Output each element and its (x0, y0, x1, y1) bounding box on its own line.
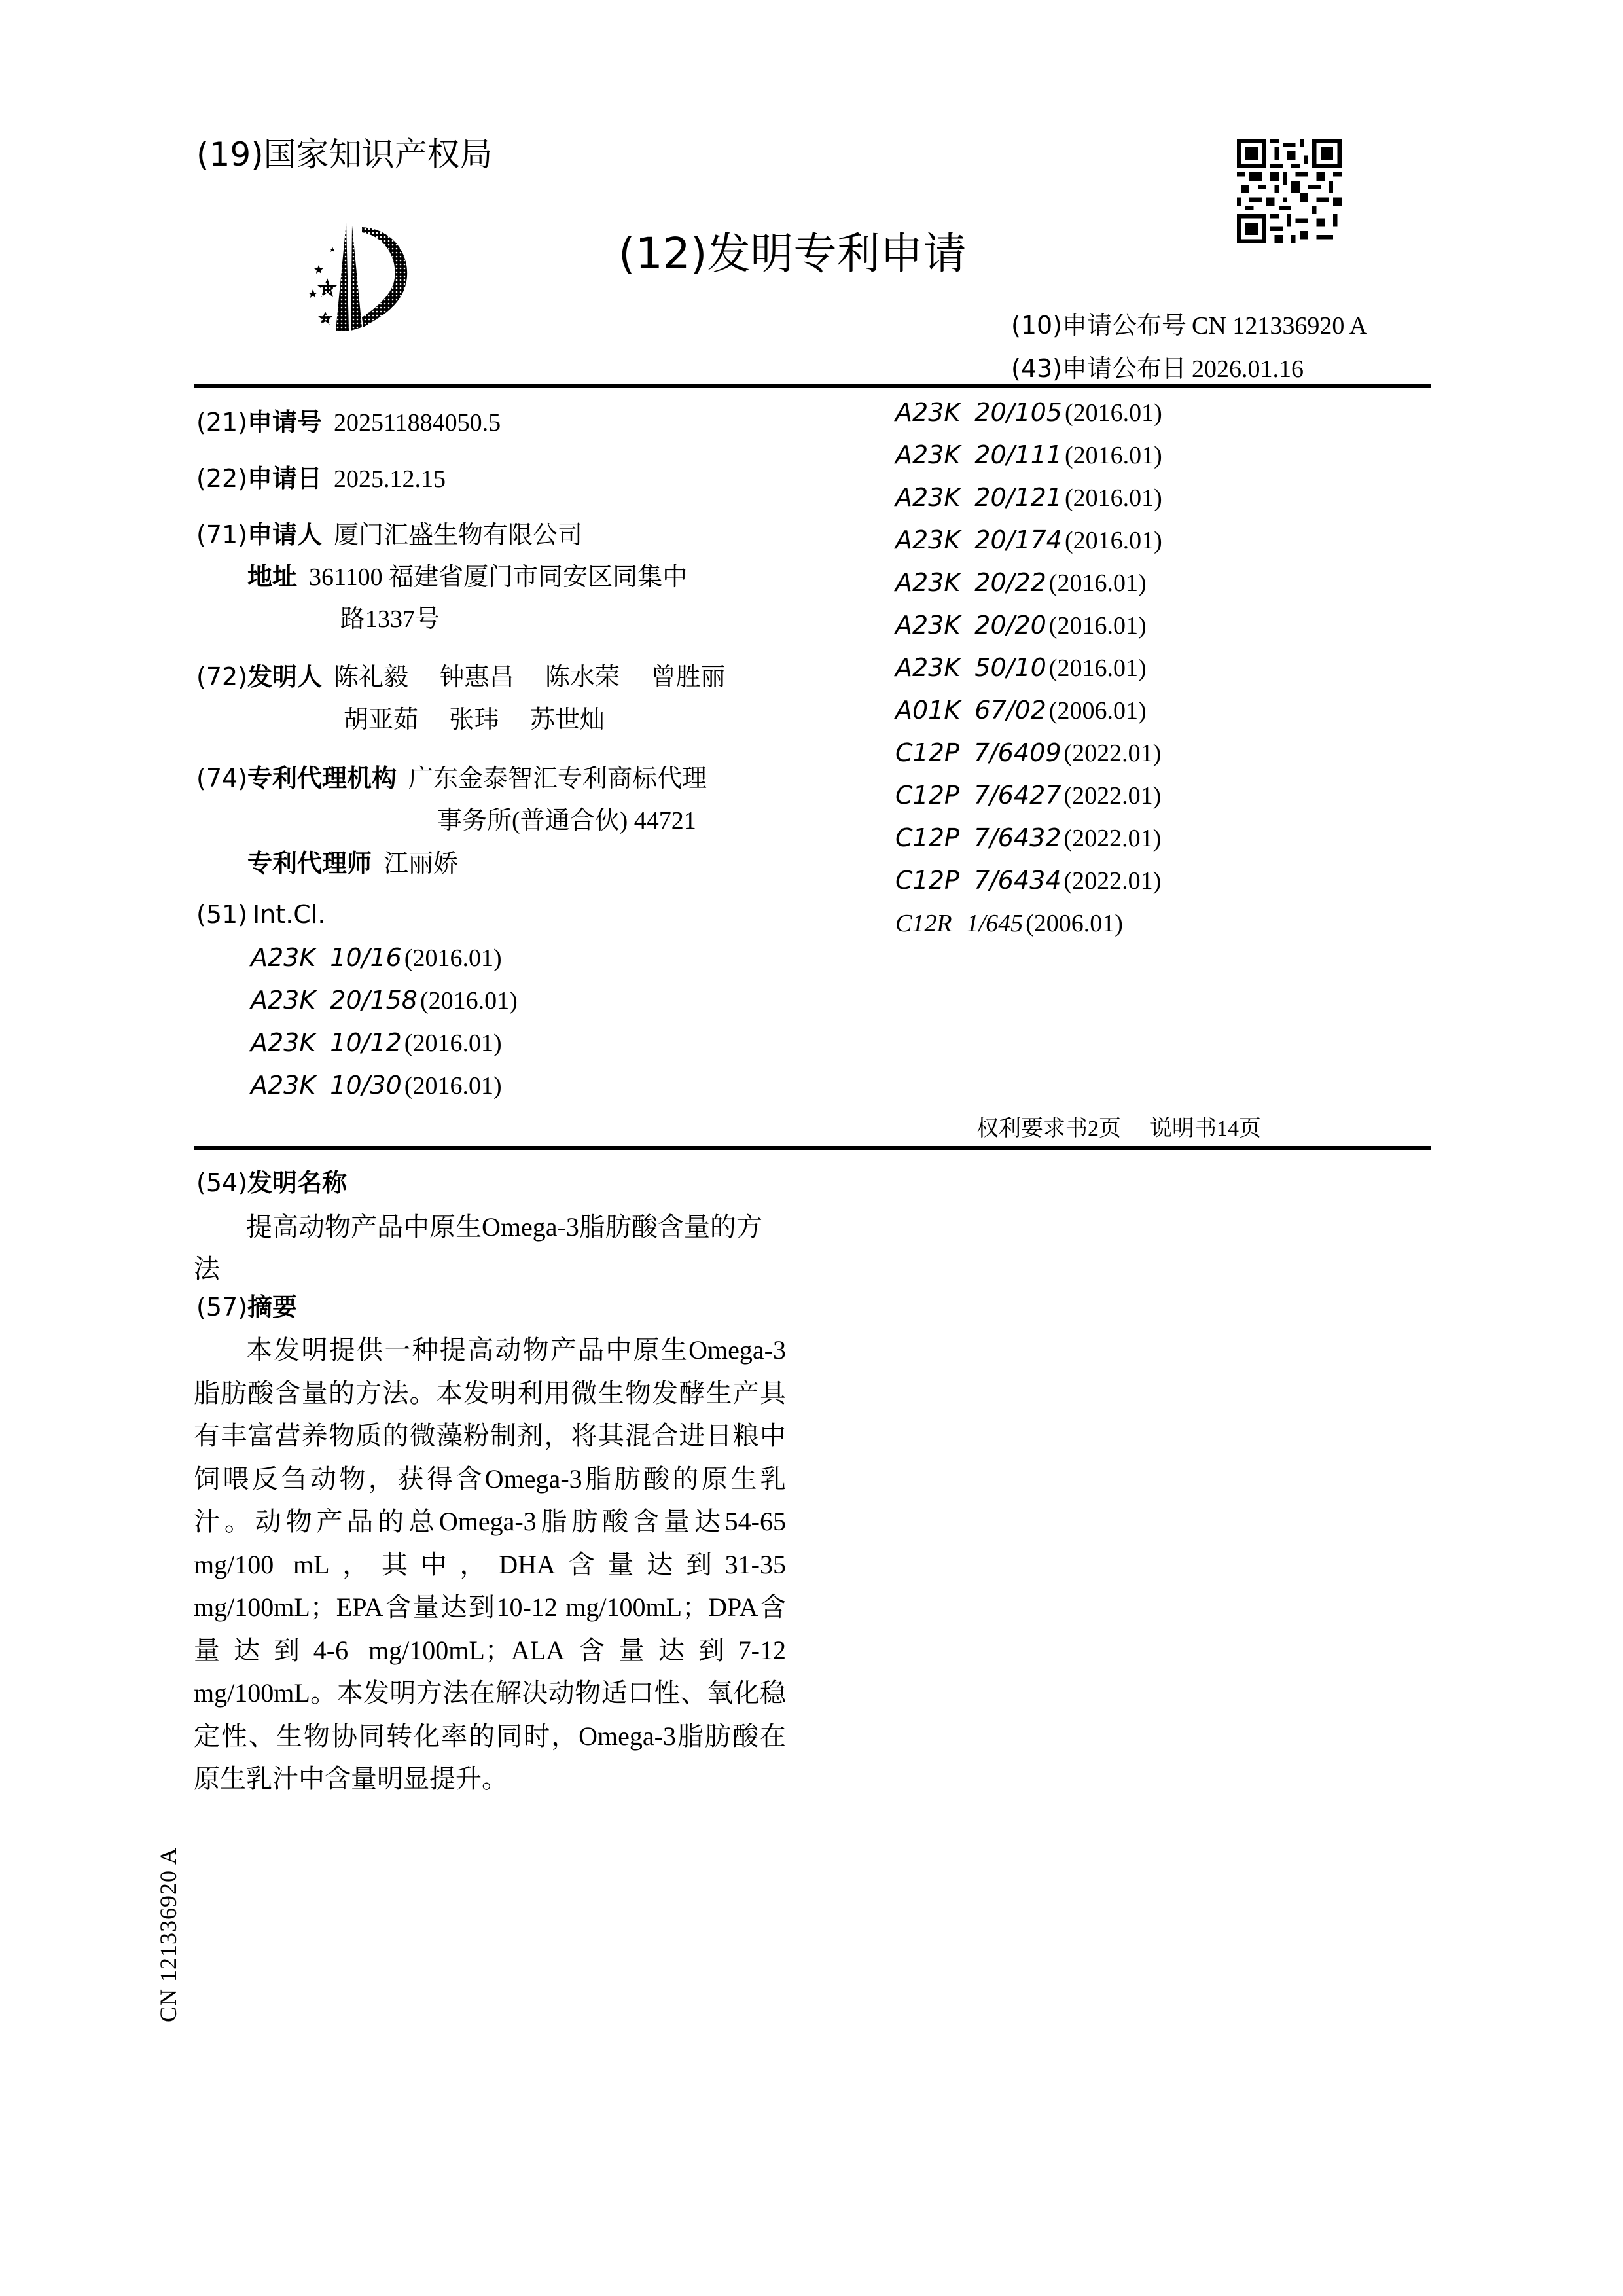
side-publication-number: CN 121336920 A (155, 1846, 181, 2022)
inventors-line2: 胡亚茹 张玮 苏世灿 (344, 706, 605, 734)
doc-type: 发明专利申请 (707, 228, 967, 279)
document-type-title (618, 219, 966, 281)
ipc-left-0: A23K 10/16 (2016.01) (251, 943, 502, 972)
publication-number-value: CN 121336920 A (1192, 312, 1368, 340)
ipc-right-3: A23K 20/174 (2016.01) (895, 526, 1162, 554)
patent-agency-line2: 事务所(普通合伙) 44721 (437, 807, 696, 834)
claims-page-count: 权利要求书2页 (976, 1117, 1121, 1141)
ipc-left-3: A23K 10/30 (2016.01) (251, 1071, 502, 1100)
abstract-text: 本发明提供一种提高动物产品中原生Omega-3脂肪酸含量的方法。本发明利用微生物发酵生产具有丰富营养物质的微藻粉制剂，将其混合进日粮中饲喂反刍动物，获得含Omega-3脂肪酸的原生乳汁。动物产品的总Omega-3脂肪酸含量达54-65 mg/100 mL，其中，DHA含量达到31-35 mg/100mL；EPA含量达到10-12 mg/100mL；DPA含量达到4-6 mg/100mL；ALA含量达到7-12 mg/100mL。本发明方法在解决动物适口性、氧化稳定性、生物协同转化率的同时，Omega-3脂肪酸在原生乳汁中含量明显提升。 (194, 1335, 786, 1793)
ipc-right-12: C12R 1/645 (2006.01) (895, 910, 1123, 937)
invention-title: 提高动物产品中原生Omega-3脂肪酸含量的方法 (194, 1212, 762, 1283)
doc-type-code: (12) (618, 228, 707, 279)
page-counts (976, 1110, 1261, 1142)
publication-number-label: 申请公布号 (1062, 311, 1187, 340)
office-header (196, 128, 493, 175)
ipc-right-10: C12P 7/6432 (2022.01) (895, 823, 1162, 852)
description-page-count: 说明书14页 (1150, 1117, 1261, 1141)
applicant-address: 地址 361100 福建省厦门市同安区同集中 (247, 562, 688, 591)
publication-date-value: 2026.01.16 (1192, 355, 1304, 383)
ipc-right-1: A23K 20/111 (2016.01) (895, 440, 1162, 469)
ipc-right-5: A23K 20/20 (2016.01) (895, 611, 1147, 639)
application-number: (21)申请号 202511884050.5 (196, 408, 501, 437)
office-name: 国家知识产权局 (263, 135, 493, 173)
office-code: (19) (196, 135, 264, 173)
ipc-right-11: C12P 7/6434 (2022.01) (895, 866, 1162, 895)
cnipa-logo-icon (265, 219, 416, 340)
invention-title-heading: (54)发明名称 (196, 1168, 348, 1197)
header-divider (194, 384, 1431, 388)
ipc-left-2: A23K 10/12 (2016.01) (251, 1028, 502, 1057)
patent-agent: 专利代理师 江丽娇 (247, 849, 459, 878)
ipc-right-6: A23K 50/10 (2016.01) (895, 653, 1147, 682)
abstract-divider (194, 1146, 1431, 1150)
ipc-right-4: A23K 20/22 (2016.01) (895, 568, 1147, 597)
ipc-right-2: A23K 20/121 (2016.01) (895, 483, 1162, 512)
ipc-right-0: A23K 20/105 (2016.01) (895, 398, 1162, 427)
applicant-address-line2: 路1337号 (340, 605, 440, 633)
ipc-right-7: A01K 67/02 (2006.01) (895, 696, 1147, 725)
publication-number: (10)申请公布号 CN 121336920 A (1011, 311, 1368, 340)
patent-agency: (74)专利代理机构 广东金泰智汇专利商标代理 (196, 764, 707, 793)
publication-date: (43)申请公布日 2026.01.16 (1011, 354, 1304, 383)
applicant: (71)申请人 厦门汇盛生物有限公司 (196, 520, 583, 549)
int-cl-heading: (51) Int.Cl. (196, 900, 326, 929)
publication-date-label: 申请公布日 (1062, 354, 1187, 383)
ipc-right-8: C12P 7/6409 (2022.01) (895, 738, 1162, 767)
filing-date: (22)申请日 2025.12.15 (196, 464, 446, 493)
abstract-heading: (57)摘要 (196, 1293, 298, 1321)
qr-code-icon (1237, 139, 1342, 243)
ipc-right-9: C12P 7/6427 (2022.01) (895, 781, 1162, 810)
ipc-left-1: A23K 20/158 (2016.01) (251, 986, 518, 1014)
inventors: (72)发明人 陈礼毅 钟惠昌 陈水荣 曾胜丽 (196, 662, 726, 691)
